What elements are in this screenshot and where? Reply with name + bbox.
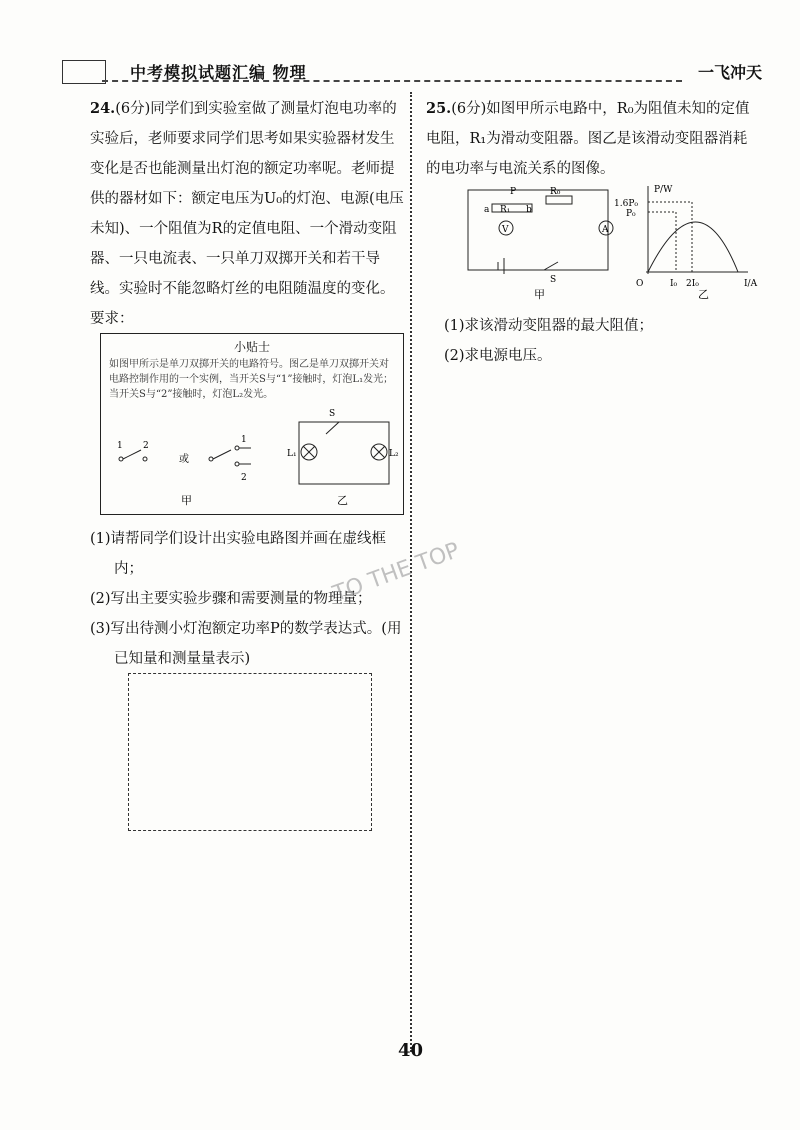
fig-x2: 2I₀ xyxy=(686,279,699,289)
tip-title: 小贴士 xyxy=(233,340,270,354)
watermark: TO THE TOP xyxy=(329,538,463,607)
tip-label-1b: 1 xyxy=(241,435,247,445)
fig-origin: O xyxy=(636,279,644,289)
question-number: 25. xyxy=(426,100,452,117)
fig-label-r1: R₁ xyxy=(500,205,511,215)
fig-axis-p: P/W xyxy=(654,185,673,195)
question-24 xyxy=(90,94,406,334)
page-header xyxy=(62,60,762,84)
question-25-parts xyxy=(444,311,653,371)
question-text: (6分)如图甲所示电路中，R₀为阻值未知的定值电阻，R₁为滑动变阻器。图乙是该滑动变阻器消耗的电功率与电流关系的图像。 xyxy=(426,101,750,177)
sub-question-2: (2)写出主要实验步骤和需要测量的物理量； xyxy=(90,591,372,607)
fig-label-r0: R₀ xyxy=(550,187,561,197)
fig-y1: 1.6P₀ xyxy=(614,199,638,209)
tip-label-or: 或 xyxy=(179,454,189,465)
tip-label-yi: 乙 xyxy=(337,494,348,507)
fig-label-jia: 甲 xyxy=(534,288,545,301)
brand-name: 一飞冲天 xyxy=(697,63,762,82)
sub-question-1: (1)请帮同学们设计出实验电路图并画在虚线框内； xyxy=(90,531,387,577)
answer-box xyxy=(128,673,372,831)
tip-label-l2: L₂ xyxy=(389,449,399,459)
fig-label-p: P xyxy=(510,187,517,197)
tip-label-l1: L₁ xyxy=(287,449,297,459)
tip-label-s: S xyxy=(329,409,336,419)
book-logo xyxy=(62,60,106,84)
circuit-outline xyxy=(468,190,608,270)
fig-label-b: b xyxy=(526,205,532,215)
tip-label-2b: 2 xyxy=(241,473,247,483)
question-text: (6分)同学们到实验室做了测量灯泡电功率的实验后，老师要求同学们思考如果实验器材发生变化是否也能测量出灯泡的额定功率呢。老师提供的器材如下：额定电压为U₀的灯泡、电源(电压未知)、一个阻值为R的定值电阻、一个滑动变阻器、一只电流表、一只单刀双掷开关和若干导线。实验时不能忽略灯丝的电阻随温度的变化。要求： xyxy=(90,101,404,327)
tip-label-jia: 甲 xyxy=(181,494,192,507)
fig-label-yi: 乙 xyxy=(698,288,709,301)
tip-box xyxy=(100,333,404,515)
tip-content: 如图甲所示是单刀双掷开关的电路符号。图乙是单刀双掷开关对电路控制作用的一个实例，当开关S与“1”接触时，灯泡L₁发光；当开关S与“2”接触时，灯泡L₂发光。 xyxy=(109,359,394,400)
fig-y2: P₀ xyxy=(626,209,636,219)
sub-question-1: (1)求该滑动变阻器的最大阻值； xyxy=(444,318,654,334)
fig-label-v: V xyxy=(502,225,509,235)
fig-label-a: a xyxy=(484,205,490,215)
sub-question-2: (2)求电源电压。 xyxy=(444,348,552,364)
question-number: 24. xyxy=(90,100,116,117)
book-title: 中考模拟试题汇编 物理 xyxy=(130,63,307,82)
fig-label-s: S xyxy=(550,275,557,285)
power-curve xyxy=(648,222,738,272)
resistor-r0 xyxy=(546,196,572,204)
fig-label-am: A xyxy=(602,225,609,235)
page-number: 40 xyxy=(398,1040,424,1061)
fig-axis-i: I/A xyxy=(744,279,758,289)
fig-x1: I₀ xyxy=(670,279,678,289)
tip-label-1: 1 xyxy=(117,441,123,451)
sub-question-3: (3)写出待测小灯泡额定功率P的数学表达式。(用已知量和测量量表示) xyxy=(90,621,402,667)
q25-figures xyxy=(458,182,768,302)
question-25 xyxy=(426,94,756,184)
header-rule xyxy=(102,80,682,82)
switch-diagrams xyxy=(101,404,403,514)
tip-label-2: 2 xyxy=(143,441,149,451)
